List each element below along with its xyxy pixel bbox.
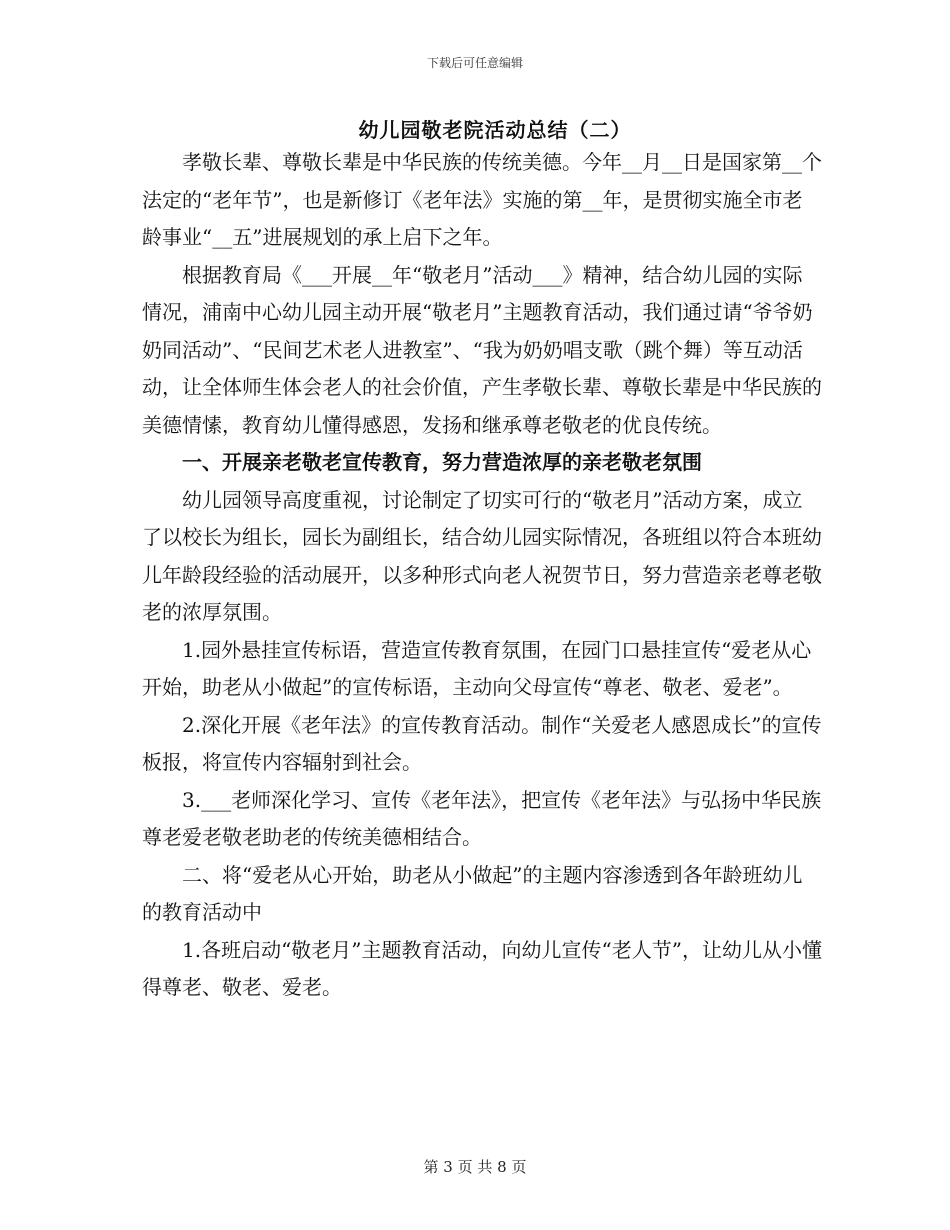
list-item-4: 1.各班启动“敬老月”主题教育活动，向幼儿宣传“老人节”，让幼儿从小懂得尊老、敬老、爱老。	[142, 937, 822, 999]
list-item-1: 1.园外悬挂宣传标语，营造宣传教育氛围，在园门口悬挂宣传“爱老从心开始，助老从小做起”的宣传标语，主动向父母宣传“尊老、敬老、爱老”。	[142, 637, 812, 699]
document-title: 幼儿园敬老院活动总结（二）	[358, 118, 632, 142]
list-item-2: 2.深化开展《老年法》的宣传教育活动。制作“关爱老人感恩成长”的宣传板报，将宣传内容辐射到社会。	[142, 712, 822, 774]
header-note: 下载后可任意编辑	[426, 56, 523, 70]
section-heading-2: 二、将“爱老从心开始，助老从小做起”的主题内容渗透到各年龄班幼儿的教育活动中	[142, 862, 803, 924]
section-heading-1: 一、开展亲老敬老宣传教育，努力营造浓厚的亲老敬老氛围	[182, 450, 702, 474]
list-item-3: 3.___老师深化学习、宣传《老年法》，把宣传《老年法》与弘扬中华民族尊老爱老敬老助老的传统美德相结合。	[142, 787, 822, 849]
paragraph-activity-overview: 根据教育局《___开展__年“敬老月”活动___》精神，结合幼儿园的实际情况，浦南中心幼儿园主动开展“敬老月”主题教育活动，我们通过请“爷爷奶奶同活动”、“民间艺术老人进教室”、“我为奶奶唱支歌（跳个舞）等互动活动，让全体师生体会老人的社会价值，产生孝敬长辈、尊敬长辈是中华民族的美德情愫，教育幼儿懂得感恩，发扬和继承尊老敬老的优良传统。	[142, 262, 822, 437]
paragraph-leadership: 幼儿园领导高度重视，讨论制定了切实可行的“敬老月”活动方案，成立了以校长为组长，园长为副组长，结合幼儿园实际情况，各班组以符合本班幼儿年龄段经验的活动展开，以多种形式向老人祝贺节日，努力营造亲老尊老敬老的浓厚氛围。	[142, 487, 822, 624]
page-footer: 第 3 页 共 8 页	[423, 1158, 527, 1176]
paragraph-intro: 孝敬长辈、尊敬长辈是中华民族的传统美德。今年__月__日是国家第__个法定的“老年节”，也是新修订《老年法》实施的第__年，是贯彻实施全市老龄事业“__五”进展规划的承上启下之年。	[142, 150, 822, 249]
document-body	[142, 144, 822, 1007]
